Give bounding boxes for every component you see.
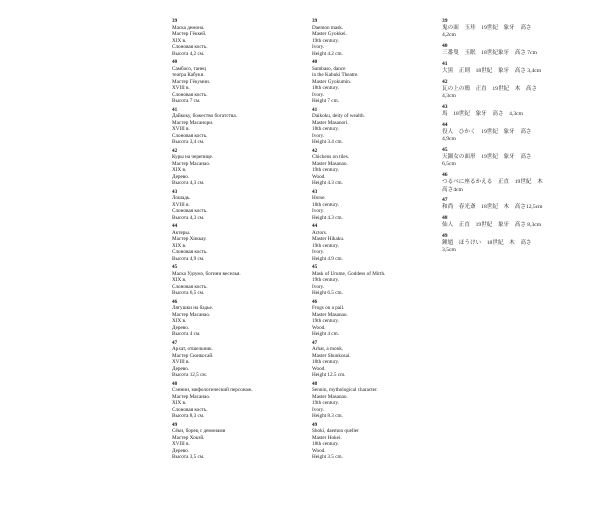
entry-text-line: 18th century. bbox=[312, 85, 340, 91]
entry-text-line: 18th century. bbox=[312, 201, 340, 208]
entry-text-line: Актеры. bbox=[172, 229, 191, 236]
japanese-column bbox=[442, 18, 592, 258]
entry-text-line: Master Masanori. bbox=[312, 119, 349, 126]
entry-text-line: Master Hikaku. bbox=[312, 236, 345, 242]
entry-text-line: Высота 4 см. bbox=[172, 331, 201, 337]
catalog-entry bbox=[312, 107, 422, 146]
catalog-entry bbox=[442, 172, 592, 194]
entry-text-line: Height 4.9 cm. bbox=[312, 255, 343, 262]
entry-text-line: Sennin, mythological character. bbox=[312, 387, 378, 393]
entry-text-line: Дерево. bbox=[172, 173, 190, 180]
entry-number: 43 bbox=[312, 188, 318, 195]
entry-text-line: 瓦の上の鶏 正直 19世紀 木 高さ bbox=[442, 86, 538, 93]
entry-text-line: XVIII в. bbox=[172, 359, 190, 365]
entry-text-line: Arhat, a monk. bbox=[312, 346, 344, 352]
catalog-entry bbox=[442, 43, 592, 57]
entry-text-line: Высота 3,5 см. bbox=[172, 454, 205, 460]
catalog-entry bbox=[172, 299, 292, 338]
entry-text-line: Мастер Гёкумин. bbox=[172, 78, 211, 85]
entry-text-line: Мастер Хокэй. bbox=[172, 434, 205, 441]
catalog-entry bbox=[312, 381, 422, 420]
entry-text-line: 4,9cm bbox=[442, 136, 456, 143]
entry-text-line: Мастер Масанао. bbox=[172, 160, 211, 167]
entry-text-line: Master Masanao. bbox=[312, 393, 348, 400]
entry-text-line: Ivory. bbox=[312, 132, 325, 139]
entry-text-line: 18th century. bbox=[312, 359, 340, 365]
entry-number: 39 bbox=[442, 18, 448, 24]
entry-number: 49 bbox=[312, 421, 318, 428]
catalog-entry bbox=[312, 422, 422, 461]
entry-text-line: Мастер Масанао. bbox=[172, 393, 211, 400]
entry-text-line: Master Shunkosai. bbox=[312, 352, 351, 359]
entry-text-line: Сёки, борец с демонами bbox=[172, 428, 226, 434]
entry-text-line: Самбасо, танец bbox=[172, 65, 206, 72]
entry-number: 41 bbox=[442, 61, 448, 68]
catalog-entry bbox=[172, 381, 292, 420]
entry-text-line: Daikoku, deity of wealth. bbox=[312, 113, 365, 119]
entry-text-line: Ivory. bbox=[312, 283, 325, 290]
entry-text-line: XVIII в. bbox=[172, 126, 190, 132]
entry-text-line: in the Kabuki Theatre. bbox=[312, 72, 359, 78]
entry-text-line: Height 3.5 cm. bbox=[312, 454, 343, 460]
entry-number: 41 bbox=[172, 106, 178, 113]
entry-text-line: Слоновая кость. bbox=[172, 132, 208, 139]
catalog-entry bbox=[312, 18, 422, 57]
russian-column bbox=[172, 18, 292, 463]
entry-number: 45 bbox=[442, 147, 448, 154]
entry-text-line: Высота 4,2 см. bbox=[172, 50, 205, 57]
entry-text-line: Архат, отшельник. bbox=[172, 346, 213, 352]
entry-text-line: Horse. bbox=[312, 195, 326, 201]
entry-text-line: Shoki, daemon queller bbox=[312, 428, 359, 434]
entry-text-line: Height 8.3 cm. bbox=[312, 413, 343, 419]
entry-text-line: 18th century. bbox=[312, 126, 340, 132]
catalog-entry bbox=[312, 264, 422, 297]
entry-text-line: Master Masanao. bbox=[312, 311, 348, 318]
catalog-entry bbox=[172, 340, 292, 379]
catalog-entry bbox=[312, 223, 422, 262]
catalog-entry bbox=[442, 233, 592, 255]
entry-number: 48 bbox=[442, 215, 448, 222]
entry-text-line: Ivory. bbox=[312, 208, 325, 214]
entry-text-line: Слоновая кость. bbox=[172, 208, 208, 214]
entry-number: 47 bbox=[172, 339, 178, 346]
entry-text-line: 4,2cm bbox=[442, 32, 456, 39]
entry-text-line: Height 6.5 cm. bbox=[312, 290, 343, 296]
entry-text-line: Лягушки на бадье. bbox=[172, 305, 214, 311]
entry-text-line: Wood. bbox=[312, 365, 326, 372]
entry-text-line: Мастер Масанао. bbox=[172, 311, 211, 318]
entry-text-line: Дерево. bbox=[172, 447, 190, 454]
entry-text-line: Wood. bbox=[312, 324, 326, 331]
entry-text-line: Высота 4,3 см. bbox=[172, 214, 205, 221]
entry-text-line: XVIII в. bbox=[172, 201, 190, 208]
catalog-entry bbox=[442, 122, 592, 144]
entry-text-line: Frogs on a pail. bbox=[312, 305, 345, 311]
entry-text-line: Высота 3,4 см. bbox=[172, 139, 205, 145]
catalog-entry bbox=[312, 59, 422, 105]
entry-text-line: 19th century. bbox=[312, 277, 340, 283]
entry-text-line: Слоновая кость. bbox=[172, 91, 208, 98]
entry-text-line: Wood. bbox=[312, 447, 326, 454]
entry-number: 42 bbox=[172, 147, 178, 154]
catalog-entry bbox=[442, 79, 592, 101]
entry-text-line: Wood. bbox=[312, 173, 326, 180]
entry-text-line: Daemon mask. bbox=[312, 24, 344, 31]
entry-number: 48 bbox=[312, 380, 318, 387]
entry-number: 46 bbox=[312, 298, 318, 305]
entry-text-line: Лошадь. bbox=[172, 195, 191, 201]
entry-text-line: Height 12.5 cm. bbox=[312, 372, 346, 378]
entry-text-line: 18th century. bbox=[312, 441, 340, 447]
entry-text-line: Слоновая кость. bbox=[172, 283, 208, 290]
entry-text-line: Master Gyokkei. bbox=[312, 31, 347, 37]
entry-number: 42 bbox=[442, 78, 448, 85]
entry-text-line: Ivory. bbox=[312, 44, 325, 50]
entry-text-line: Sambaso, dance bbox=[312, 65, 346, 72]
catalog-entry bbox=[312, 189, 422, 222]
entry-text-line: 馬 18世紀 象牙 高さ 4,3cm bbox=[442, 111, 523, 118]
entry-text-line: театра Кабуки. bbox=[172, 72, 205, 78]
catalog-entry bbox=[442, 18, 592, 40]
entry-text-line: Высота 8,3 см. bbox=[172, 413, 205, 419]
entry-text-line: XIX в. bbox=[172, 318, 187, 324]
entry-text-line: Дерево. bbox=[172, 324, 190, 331]
entry-text-line: Куры на черепице. bbox=[172, 154, 214, 160]
catalog-entry bbox=[442, 61, 592, 75]
entry-text-line: 三番叟 玉眠 18世紀象牙 高さ 7cm bbox=[442, 50, 537, 57]
entry-text-line: 6,5cm bbox=[442, 161, 456, 168]
entry-text-line: Высота 12,5 см. bbox=[172, 372, 207, 378]
entry-text-line: 高さ4cm bbox=[442, 186, 463, 193]
entry-text-line: Мастер Гёккей. bbox=[172, 31, 207, 37]
entry-text-line: Mask of Urume, Goddess of Mirth. bbox=[312, 270, 386, 277]
entry-number: 46 bbox=[442, 172, 448, 179]
entry-text-line: Height 3.4 cm. bbox=[312, 139, 343, 145]
entry-text-line: XVIII в. bbox=[172, 85, 190, 91]
catalog-entry bbox=[442, 147, 592, 169]
entry-number: 41 bbox=[312, 106, 318, 113]
entry-text-line: Мастер Хиккау. bbox=[172, 236, 207, 242]
entry-text-line: XIX в. bbox=[172, 167, 187, 173]
entry-number: 49 bbox=[442, 233, 448, 240]
entry-text-line: XIX в. bbox=[172, 277, 187, 283]
entry-text-line: XIX в. bbox=[172, 242, 187, 249]
entry-text-line: 19th century. bbox=[312, 318, 340, 324]
entry-number: 46 bbox=[172, 298, 178, 305]
entry-text-line: Высота 6,5 см. bbox=[172, 290, 205, 296]
entry-number: 44 bbox=[312, 223, 318, 229]
catalog-entry bbox=[172, 148, 292, 187]
entry-text-line: 19th century. bbox=[312, 167, 340, 173]
entry-number: 44 bbox=[442, 121, 448, 128]
catalog-entry bbox=[312, 148, 422, 187]
catalog-entry bbox=[312, 299, 422, 338]
entry-number: 47 bbox=[442, 197, 448, 204]
entry-text-line: Мастер Сюнкосай. bbox=[172, 352, 214, 359]
entry-number: 39 bbox=[312, 18, 318, 24]
entry-text-line: Ivory. bbox=[312, 406, 325, 413]
english-column bbox=[312, 18, 422, 463]
entry-text-line: Chickens on tiles. bbox=[312, 154, 350, 160]
entry-text-line: 3,5cm bbox=[442, 247, 456, 254]
entry-number: 44 bbox=[172, 223, 178, 229]
entry-text-line: Сэннин, мифологический персонаж. bbox=[172, 387, 253, 393]
catalog-entry bbox=[172, 107, 292, 146]
entry-text-line: つるべに座るかえる 正直 19世紀 木 bbox=[442, 179, 543, 186]
entry-text-line: Actors. bbox=[312, 229, 328, 236]
entry-text-line: Слоновая кость. bbox=[172, 249, 208, 255]
entry-text-line: Мастер Масанори. bbox=[172, 119, 214, 126]
entry-number: 40 bbox=[442, 43, 448, 50]
entry-text-line: 仙人 正直 19世紀 象牙 高さ 8,3cm bbox=[442, 222, 542, 229]
entry-text-line: Height 4.2 cm. bbox=[312, 50, 343, 57]
catalog-entry bbox=[172, 18, 292, 57]
entry-text-line: Слоновая кость. bbox=[172, 44, 208, 50]
catalog-entry bbox=[312, 340, 422, 379]
entry-text-line: Height 4.3 cm. bbox=[312, 214, 343, 221]
entry-text-line: Высота 4,3 см. bbox=[172, 180, 205, 186]
entry-text-line: 天鈿女の面形 19世紀 象牙 高さ bbox=[442, 154, 532, 161]
catalog-entry bbox=[172, 189, 292, 222]
entry-text-line: 4,3cm bbox=[442, 93, 456, 100]
catalog-entry bbox=[172, 422, 292, 461]
entry-text-line: Height 4.3 cm. bbox=[312, 180, 343, 186]
catalog-entry bbox=[172, 223, 292, 262]
entry-text-line: Ivory. bbox=[312, 91, 325, 98]
entry-text-line: Высота 7 см. bbox=[172, 98, 201, 104]
entry-text-line: Height 4 cm. bbox=[312, 331, 339, 337]
entry-text-line: 19th century. bbox=[312, 400, 340, 406]
entry-text-line: XVIII в. bbox=[172, 441, 190, 447]
catalog-entry bbox=[172, 264, 292, 297]
entry-text-line: Master Hokei. bbox=[312, 434, 342, 441]
entry-text-line: Master Masanao. bbox=[312, 160, 348, 167]
entry-text-line: 鬼の面 玉珪 19世紀 象牙 高さ bbox=[442, 25, 532, 32]
entry-number: 39 bbox=[172, 18, 178, 24]
catalog-entry bbox=[442, 104, 592, 118]
entry-number: 49 bbox=[172, 421, 178, 428]
entry-text-line: 19th century. bbox=[312, 37, 340, 44]
catalog-entry bbox=[442, 215, 592, 229]
entry-number: 45 bbox=[312, 264, 318, 270]
entry-text-line: 19th century. bbox=[312, 242, 340, 249]
entry-number: 43 bbox=[172, 188, 178, 195]
entry-text-line: 役人 ひかく 19世紀 象牙 高さ bbox=[442, 129, 532, 136]
entry-text-line: Master Gyokumin. bbox=[312, 78, 352, 85]
entry-number: 47 bbox=[312, 339, 318, 346]
entry-text-line: Маска Удзумэ, богини веселья. bbox=[172, 270, 241, 277]
entry-number: 48 bbox=[172, 380, 178, 387]
entry-text-line: Маска демона. bbox=[172, 24, 205, 31]
entry-text-line: Слоновая кость. bbox=[172, 406, 208, 413]
entry-text-line: Height 7 cm. bbox=[312, 98, 339, 104]
entry-number: 40 bbox=[312, 59, 318, 65]
entry-text-line: 大黒 正則 18世紀 象牙 高さ 3,4cm bbox=[442, 68, 542, 75]
entry-text-line: 鍾馗 ほうけい 18世紀 木 高さ bbox=[442, 240, 532, 247]
catalog-entry bbox=[442, 197, 592, 211]
entry-text-line: Высота 4,9 см. bbox=[172, 255, 205, 262]
entry-text-line: XIX в. bbox=[172, 400, 187, 406]
entry-text-line: Дайкоку, божество богатства. bbox=[172, 113, 237, 119]
entry-number: 45 bbox=[172, 264, 178, 270]
entry-number: 40 bbox=[172, 59, 178, 65]
entry-number: 43 bbox=[442, 104, 448, 111]
entry-number: 42 bbox=[312, 147, 318, 154]
entry-text-line: Ivory. bbox=[312, 249, 325, 255]
entry-text-line: Дерево. bbox=[172, 365, 190, 372]
catalog-entry bbox=[172, 59, 292, 105]
entry-text-line: 和尚 春光斎 18世紀 木 高さ12,5cm bbox=[442, 204, 543, 211]
entry-text-line: XIX в. bbox=[172, 37, 187, 44]
